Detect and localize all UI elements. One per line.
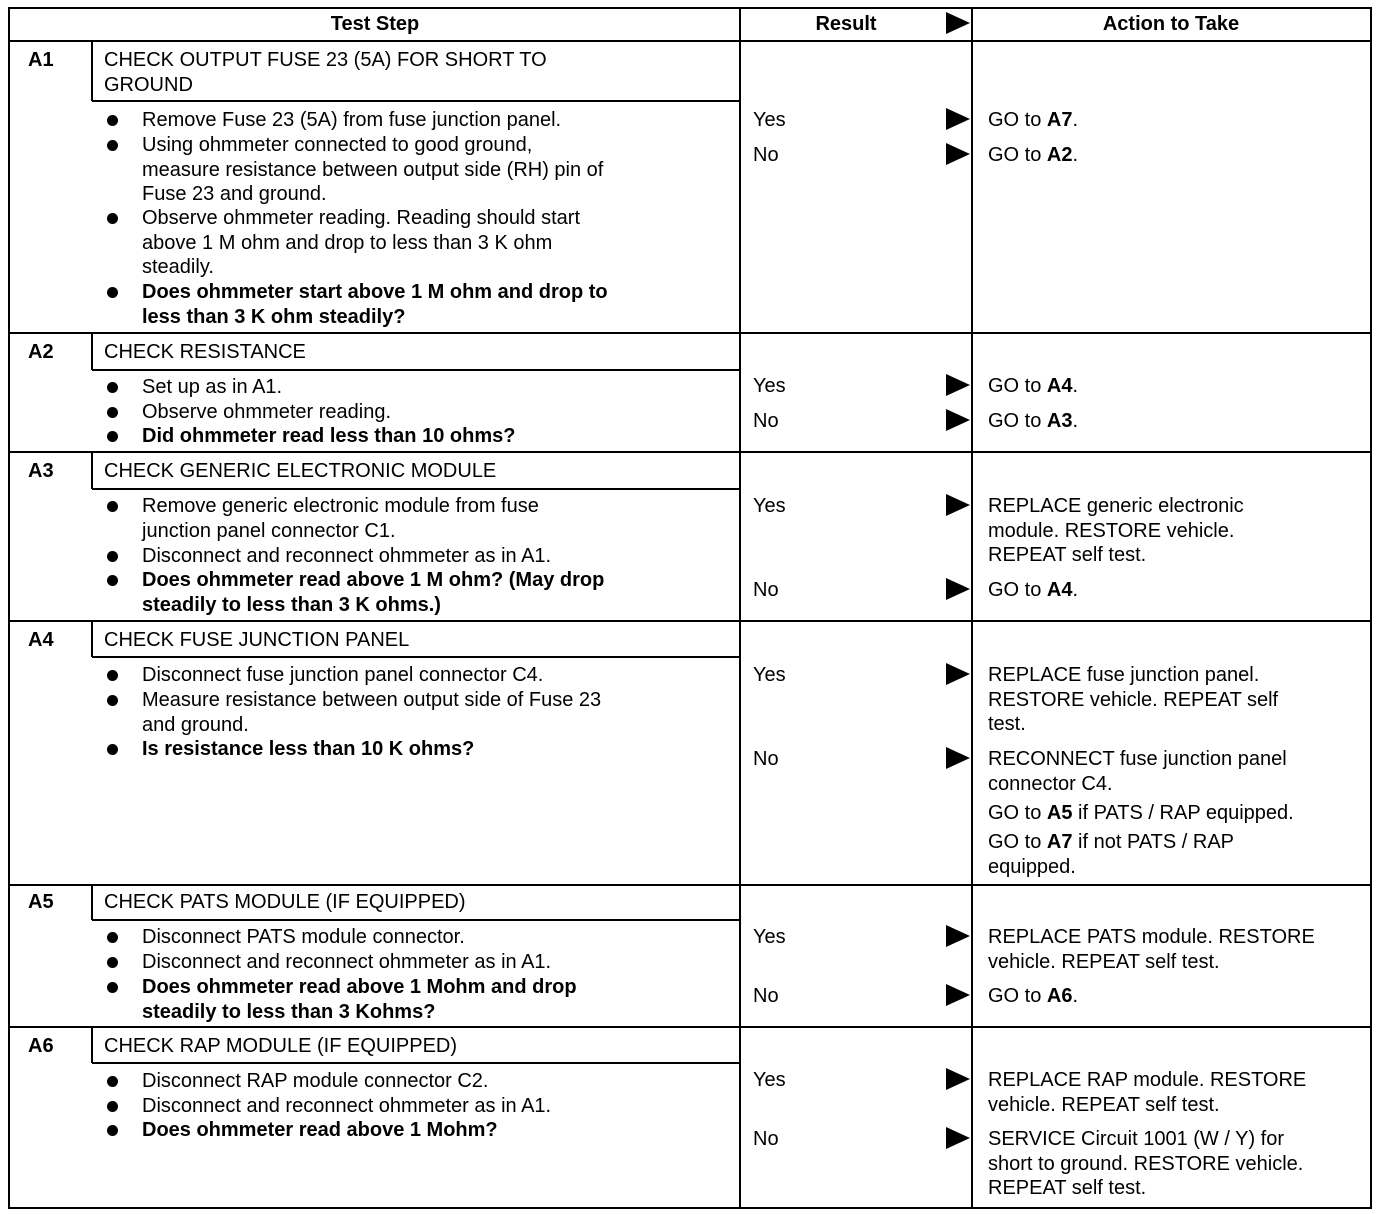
action-text: GO to bbox=[988, 579, 1047, 601]
result-arrow-icon bbox=[946, 143, 970, 165]
action-line bbox=[988, 494, 1244, 519]
action-text: GO to bbox=[988, 802, 1047, 824]
result-arrow-icon bbox=[946, 374, 970, 396]
step-reference: A2 bbox=[1046, 144, 1073, 166]
id-divider bbox=[91, 41, 93, 101]
action-text: GO to bbox=[988, 410, 1047, 432]
title-divider bbox=[92, 919, 740, 921]
action-line bbox=[988, 143, 1078, 168]
action-line bbox=[988, 801, 1294, 826]
action-text: test. bbox=[988, 713, 1026, 735]
step-title: GROUND bbox=[104, 74, 193, 96]
header-divider bbox=[10, 40, 1370, 42]
step-reference: A7 bbox=[1046, 831, 1073, 853]
bullet-icon bbox=[107, 501, 118, 512]
bullet-icon bbox=[107, 213, 118, 224]
bullet-icon bbox=[107, 140, 118, 151]
step-divider bbox=[10, 332, 1370, 334]
result-arrow-icon bbox=[946, 1127, 970, 1149]
result-arrow-icon bbox=[946, 12, 970, 34]
bullet-text: Observe ohmmeter reading. bbox=[142, 401, 392, 423]
title-divider bbox=[92, 488, 740, 490]
action-text: REPLACE generic electronic bbox=[988, 495, 1244, 517]
bullet-text: steadily. bbox=[142, 256, 214, 278]
bullet-icon bbox=[107, 115, 118, 126]
bullet-text: Remove generic electronic module from fuse bbox=[142, 495, 539, 517]
result-label: No bbox=[753, 748, 779, 770]
step-reference: A4 bbox=[1046, 579, 1073, 601]
action-line bbox=[988, 409, 1078, 434]
action-text: SERVICE Circuit 1001 (W / Y) for bbox=[988, 1128, 1285, 1150]
bullet-icon bbox=[107, 407, 118, 418]
bullet-text: Disconnect fuse junction panel connector C4. bbox=[142, 664, 544, 686]
bullet-text: Disconnect and reconnect ohmmeter as in A1. bbox=[142, 1095, 552, 1117]
bullet-text: Disconnect and reconnect ohmmeter as in A1. bbox=[142, 951, 552, 973]
bullet-text: and ground. bbox=[142, 713, 249, 736]
action-text: GO to bbox=[988, 375, 1047, 397]
action-text: . bbox=[1072, 109, 1079, 131]
action-text: . bbox=[1072, 144, 1079, 166]
action-text: . bbox=[1072, 985, 1079, 1007]
result-arrow-icon bbox=[946, 494, 970, 516]
action-line bbox=[988, 747, 1287, 772]
title-divider bbox=[92, 100, 740, 102]
bullet-text: Fuse 23 and ground. bbox=[142, 183, 327, 205]
action-line bbox=[988, 1127, 1284, 1152]
step-reference: A6 bbox=[1046, 985, 1073, 1007]
bullet-text: Disconnect PATS module connector. bbox=[142, 926, 465, 948]
bullet-text: Remove Fuse 23 (5A) from fuse junction panel. bbox=[142, 109, 562, 131]
result-label: Yes bbox=[753, 109, 786, 131]
action-text: . bbox=[1072, 410, 1079, 432]
action-line bbox=[988, 855, 1076, 880]
bullet-text: Using ohmmeter connected to good ground, bbox=[142, 134, 533, 156]
bullet-text: Does ohmmeter read above 1 M ohm? (May drop bbox=[142, 569, 605, 591]
result-arrow-icon bbox=[946, 925, 970, 947]
bullet-text: junction panel connector C1. bbox=[142, 519, 396, 542]
action-text: REPEAT self test. bbox=[988, 544, 1147, 566]
title-divider bbox=[92, 656, 740, 658]
id-divider bbox=[91, 1027, 93, 1063]
action-text: REPEAT self test. bbox=[988, 1177, 1147, 1199]
action-line bbox=[988, 772, 1113, 797]
step-title: CHECK GENERIC ELECTRONIC MODULE bbox=[104, 460, 497, 482]
result-label: No bbox=[753, 985, 779, 1007]
bullet-text: Does ohmmeter read above 1 Mohm and drop bbox=[142, 976, 577, 998]
action-line bbox=[988, 578, 1078, 603]
bullet-icon bbox=[107, 1125, 118, 1136]
header-action: Action to Take bbox=[1102, 13, 1240, 35]
step-reference: A4 bbox=[1046, 375, 1073, 397]
bullet-text: measure resistance between output side (RH) pin of bbox=[142, 158, 604, 181]
step-divider bbox=[10, 620, 1370, 622]
result-arrow-icon bbox=[946, 663, 970, 685]
id-divider bbox=[91, 621, 93, 657]
bullet-icon bbox=[107, 1076, 118, 1087]
step-id: A6 bbox=[28, 1035, 54, 1057]
id-divider bbox=[91, 452, 93, 489]
action-line bbox=[988, 925, 1315, 950]
action-line bbox=[988, 984, 1078, 1009]
action-text: short to ground. RESTORE vehicle. bbox=[988, 1152, 1304, 1175]
bullet-icon bbox=[107, 670, 118, 681]
step-id: A2 bbox=[28, 341, 54, 363]
result-label: No bbox=[753, 144, 779, 166]
step-id: A5 bbox=[28, 891, 54, 913]
step-divider bbox=[10, 451, 1370, 453]
bullet-text: Did ohmmeter read less than 10 ohms? bbox=[142, 425, 516, 447]
bullet-text: Set up as in A1. bbox=[142, 376, 283, 398]
action-text: RESTORE vehicle. REPEAT self bbox=[988, 688, 1279, 711]
action-text: module. RESTORE vehicle. bbox=[988, 519, 1235, 542]
step-id: A1 bbox=[28, 49, 54, 71]
action-text: GO to bbox=[988, 109, 1047, 131]
step-id: A4 bbox=[28, 629, 54, 651]
action-line bbox=[988, 1068, 1306, 1093]
action-line bbox=[988, 374, 1078, 399]
bullet-icon bbox=[107, 695, 118, 706]
result-arrow-icon bbox=[946, 578, 970, 600]
action-text: if not PATS / RAP bbox=[1072, 831, 1235, 853]
action-text: vehicle. REPEAT self test. bbox=[988, 950, 1220, 973]
title-divider bbox=[92, 369, 740, 371]
result-arrow-icon bbox=[946, 1068, 970, 1090]
bullet-text: Does ohmmeter read above 1 Mohm? bbox=[142, 1119, 498, 1141]
action-line bbox=[988, 1093, 1220, 1118]
step-reference: A7 bbox=[1046, 109, 1073, 131]
bullet-text: Is resistance less than 10 K ohms? bbox=[142, 738, 475, 760]
action-text: equipped. bbox=[988, 855, 1076, 878]
bullet-text: above 1 M ohm and drop to less than 3 K ohm bbox=[142, 231, 553, 254]
bullet-icon bbox=[107, 932, 118, 943]
action-text: if PATS / RAP equipped. bbox=[1072, 802, 1294, 824]
result-label: Yes bbox=[753, 926, 786, 948]
id-divider bbox=[91, 885, 93, 920]
step-title: CHECK RESISTANCE bbox=[104, 341, 306, 363]
step-reference: A3 bbox=[1046, 410, 1073, 432]
bullet-icon bbox=[107, 287, 118, 298]
step-title: CHECK OUTPUT FUSE 23 (5A) FOR SHORT TO bbox=[104, 49, 547, 71]
result-label: Yes bbox=[753, 375, 786, 397]
bullet-text: Observe ohmmeter reading. Reading should start bbox=[142, 207, 581, 229]
bullet-icon bbox=[107, 431, 118, 442]
action-line bbox=[988, 519, 1234, 544]
result-label: Yes bbox=[753, 664, 786, 686]
result-arrow-icon bbox=[946, 747, 970, 769]
bullet-icon bbox=[107, 957, 118, 968]
bullet-icon bbox=[107, 982, 118, 993]
result-arrow-icon bbox=[946, 108, 970, 130]
result-label: No bbox=[753, 410, 779, 432]
bullet-icon bbox=[107, 382, 118, 393]
bullet-icon bbox=[107, 575, 118, 586]
result-arrow-icon bbox=[946, 409, 970, 431]
action-line bbox=[988, 108, 1078, 133]
result-label: Yes bbox=[753, 495, 786, 517]
action-text: REPLACE PATS module. RESTORE bbox=[988, 926, 1315, 948]
action-line bbox=[988, 543, 1146, 568]
result-label: No bbox=[753, 579, 779, 601]
action-line bbox=[988, 1152, 1303, 1177]
action-text: connector C4. bbox=[988, 772, 1113, 795]
bullet-text: steadily to less than 3 K ohms.) bbox=[142, 593, 441, 616]
bullet-icon bbox=[107, 1101, 118, 1112]
bullet-text: less than 3 K ohm steadily? bbox=[142, 305, 406, 328]
title-divider bbox=[92, 1062, 740, 1064]
action-text: REPLACE fuse junction panel. bbox=[988, 664, 1260, 686]
action-text: GO to bbox=[988, 985, 1047, 1007]
bullet-text: steadily to less than 3 Kohms? bbox=[142, 1000, 436, 1023]
step-reference: A5 bbox=[1046, 802, 1073, 824]
bullet-icon bbox=[107, 551, 118, 562]
action-text: . bbox=[1072, 375, 1079, 397]
step-id: A3 bbox=[28, 460, 54, 482]
action-text: GO to bbox=[988, 144, 1047, 166]
action-line bbox=[988, 830, 1234, 855]
step-title: CHECK PATS MODULE (IF EQUIPPED) bbox=[104, 891, 466, 913]
header-result: Result bbox=[815, 13, 877, 35]
bullet-text: Does ohmmeter start above 1 M ohm and drop to bbox=[142, 281, 608, 303]
bullet-text: Disconnect and reconnect ohmmeter as in A1. bbox=[142, 545, 552, 567]
bullet-text: Measure resistance between output side of Fuse 23 bbox=[142, 689, 602, 711]
step-title: CHECK RAP MODULE (IF EQUIPPED) bbox=[104, 1035, 458, 1057]
action-line bbox=[988, 688, 1278, 713]
action-line bbox=[988, 663, 1259, 688]
action-text: RECONNECT fuse junction panel bbox=[988, 748, 1287, 770]
action-text: GO to bbox=[988, 831, 1047, 853]
action-line bbox=[988, 1176, 1146, 1201]
bullet-text: Disconnect RAP module connector C2. bbox=[142, 1070, 489, 1092]
step-title: CHECK FUSE JUNCTION PANEL bbox=[104, 629, 410, 651]
result-arrow-icon bbox=[946, 984, 970, 1006]
action-line bbox=[988, 950, 1220, 975]
header-test-step: Test Step bbox=[330, 13, 420, 35]
result-label: No bbox=[753, 1128, 779, 1150]
action-text: vehicle. REPEAT self test. bbox=[988, 1093, 1220, 1116]
step-divider bbox=[10, 884, 1370, 886]
action-line bbox=[988, 712, 1026, 737]
action-text: . bbox=[1072, 579, 1079, 601]
action-text: REPLACE RAP module. RESTORE bbox=[988, 1069, 1307, 1091]
id-divider bbox=[91, 333, 93, 370]
bullet-icon bbox=[107, 744, 118, 755]
step-divider bbox=[10, 1026, 1370, 1028]
result-label: Yes bbox=[753, 1069, 786, 1091]
